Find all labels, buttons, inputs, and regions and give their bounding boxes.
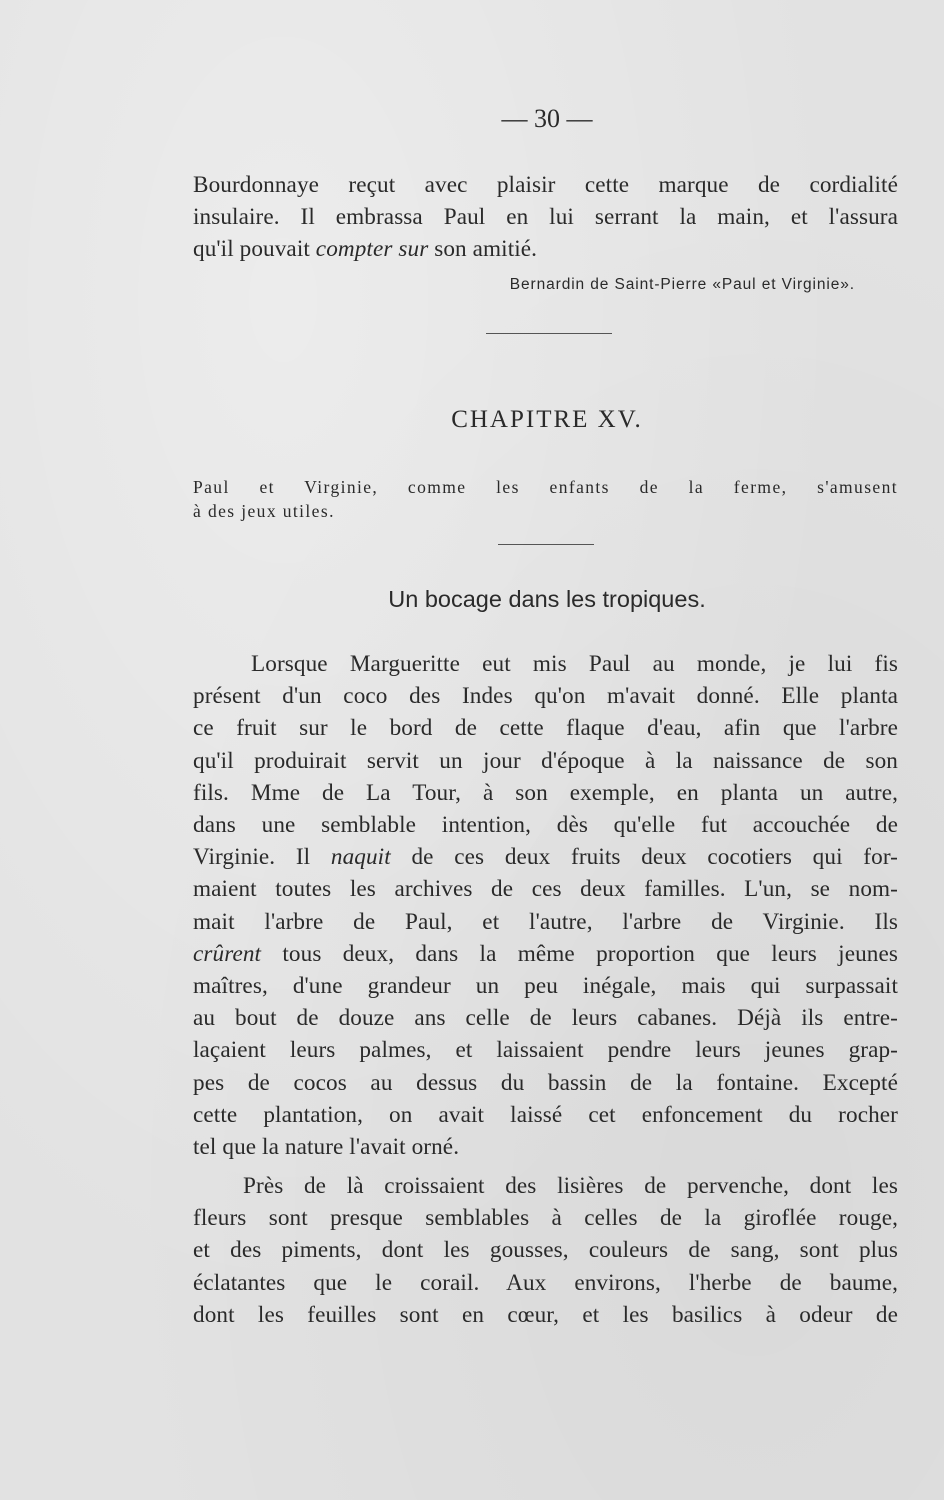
text-line: Près de là croissaient des lisières de pervenche, dont les [243,1173,898,1199]
text-line [193,841,898,873]
text-line: éclatantes que le corail. Aux environs, l'herbe de baume, [193,1269,898,1296]
attribution: Bernardin de Saint-Pierre «Paul et Virginie». [509,276,855,293]
text-line: Bourdonnaye reçut avec plaisir cette marque de cordialité [193,172,898,198]
text-line: Lorsque Margueritte eut mis Paul au monde, je lui fis [251,651,898,677]
text-line: maîtres, d'une grandeur un peu inégale, mais qui surpassait [193,973,898,1000]
text-run: qu'il pouvait [193,236,316,263]
text-line: pes de cocos au dessus du bassin de la fontaine. Excepté [193,1069,898,1096]
text-line [193,233,898,265]
text-line: et des piments, dont les gousses, couleurs de sang, sont plus [193,1237,898,1264]
text-line: au bout de douze ans celle de leurs cabanes. Déjà ils entre- [193,1005,898,1032]
text-line: maient toutes les archives de ces deux familles. L'un, se nom- [193,876,898,903]
italic-emphasis: crûrent [193,940,262,967]
section-title: Un bocage dans les tropiques. [388,586,706,612]
text-run: son amitié. [428,236,538,263]
summary-line: à des jeux utiles. [193,501,335,521]
text-line: cette plantation, on avait laissé cet enfoncement du rocher [193,1101,898,1128]
text-line: laçaient leurs palmes, et laissaient pendre leurs jeunes grap- [193,1037,898,1064]
text-line: présent d'un coco des Indes qu'on m'avait donné. Elle planta [193,683,898,710]
text-line: tel que la nature l'avait orné. [193,1134,460,1161]
text-line: fils. Mme de La Tour, à son exemple, en planta un autre, [193,779,898,806]
text-line: dans une semblable intention, dès qu'elle fut accouchée de [193,812,898,839]
text-line: fleurs sont presque semblables à celles de la giroflée rouge, [193,1205,898,1232]
body-paragraph [193,1170,898,1331]
text-line [193,938,898,970]
text-run: tous deux, dans la même proportion que leurs jeunes [261,940,898,967]
italic-emphasis: naquit [330,844,391,871]
text-line: ce fruit sur le bord de cette flaque d'eau, afin que l'arbre [193,715,898,742]
body-paragraph [193,648,898,1163]
text-run: de ces deux fruits deux cocotiers qui for- [390,844,898,871]
chapter-title: CHAPITRE XV. [451,406,643,433]
page-number: — 30 — [501,104,593,133]
text-line: mait l'arbre de Paul, et l'autre, l'arbre de Virginie. Ils [193,908,898,935]
chapter-summary [193,475,898,523]
opening-paragraph [193,169,898,266]
italic-emphasis: compter sur [315,236,429,263]
divider [498,544,594,545]
divider [486,333,612,334]
summary-line: Paul et Virginie, comme les enfants de la ferme, s'amusent [193,477,898,497]
text-run: Virginie. Il [193,844,331,871]
text-line: insulaire. Il embrassa Paul en lui serrant la main, et l'assura [193,204,898,231]
text-line: qu'il produirait servit un jour d'époque à la naissance de son [193,747,898,774]
text-line: dont les feuilles sont en cœur, et les basilics à odeur de [193,1301,898,1328]
